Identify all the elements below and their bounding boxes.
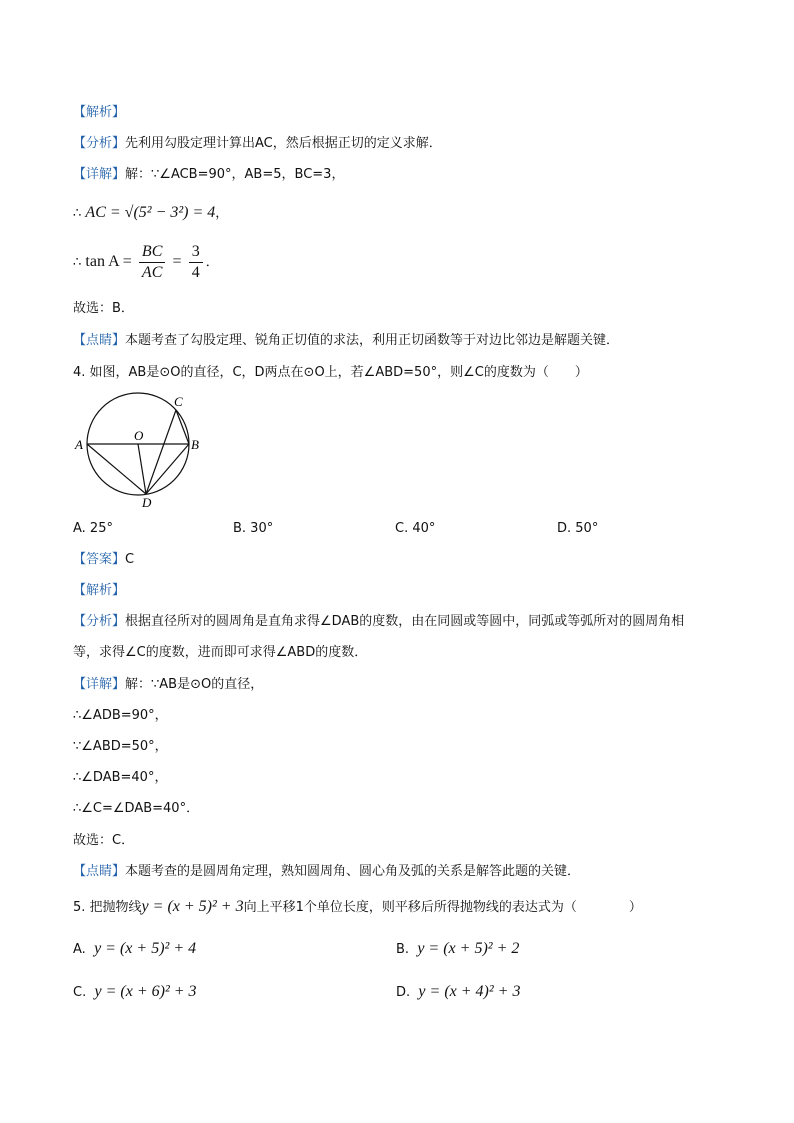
label-o: O bbox=[134, 428, 144, 443]
q5-option-b: B. y = (x + 5)² + 2 bbox=[396, 940, 520, 957]
question-5-stem: 5. 把抛物线y = (x + 5)² + 3向上平移1个单位长度，则平移后所得抛物线的表达式为（ ） bbox=[73, 898, 642, 915]
circle-figure bbox=[70, 390, 210, 512]
segment-ad bbox=[87, 444, 146, 494]
q5-option-d: D. y = (x + 4)² + 3 bbox=[396, 983, 521, 1000]
segment-cd bbox=[146, 410, 176, 494]
question-4-stem: 4. 如图，AB是⊙O的直径，C，D两点在⊙O上，若∠ABD=50°，则∠C的度数为（ ） bbox=[73, 365, 588, 380]
q4-option-b: B. 30° bbox=[233, 521, 274, 536]
step2-line-4: ∴∠C=∠DAB=40°． bbox=[73, 801, 200, 816]
q5-option-c: C. y = (x + 6)² + 3 bbox=[73, 983, 197, 1000]
label-c: C bbox=[174, 394, 183, 409]
detail-line-1: 【详解】解：∵∠ACB=90°，AB=5，BC=3， bbox=[73, 167, 345, 182]
step2-line-1: ∴∠ADB=90°， bbox=[73, 708, 168, 723]
insight-line-2: 【点睛】本题考查的是圆周角定理，熟知圆周角、圆心角及弧的关系是解答此题的关键． bbox=[73, 864, 581, 879]
fraction-3-4: $\frac{3}{4}$ bbox=[189, 242, 203, 283]
step-tan-line: ∴ tan A = $\frac{BC}{AC}$ = $\frac{3}{4}$ ． bbox=[73, 243, 219, 281]
step-ac-line: ∴ AC = √(5² − 3²) = 4， bbox=[73, 204, 229, 221]
choose-line-2: 故选：C． bbox=[73, 833, 135, 848]
choose-line-1: 故选：B． bbox=[73, 301, 134, 316]
analysis-line-1: 【分析】先利用勾股定理计算出AC，然后根据正切的定义求解． bbox=[73, 136, 442, 151]
label-a: A bbox=[75, 437, 83, 452]
fraction-bc-ac: $\frac{BC}{AC}$ bbox=[139, 242, 165, 283]
q5-option-a: A. y = (x + 5)² + 4 bbox=[73, 940, 197, 957]
q4-option-c: C. 40° bbox=[395, 521, 436, 536]
q5-formula: y = (x + 5)² + 3 bbox=[141, 898, 244, 915]
ac-formula: AC = √(5² − 3²) = 4 bbox=[85, 204, 216, 221]
label-b: B bbox=[191, 437, 199, 452]
detail-line-2: 【详解】解：∵AB是⊙O的直径， bbox=[73, 677, 264, 692]
label-d: D bbox=[142, 495, 152, 510]
insight-line-1: 【点睛】本题考查了勾股定理、锐角正切值的求法，利用正切函数等于对边比邻边是解题关键． bbox=[73, 333, 620, 348]
q4-option-a: A. 25° bbox=[73, 521, 113, 536]
analysis-line-2b: 等，求得∠C的度数，进而即可求得∠ABD的度数． bbox=[73, 645, 368, 660]
jiexi-heading-2: 【解析】 bbox=[73, 583, 126, 598]
answer-line: 【答案】C bbox=[73, 552, 135, 567]
jiexi-heading-1: 【解析】 bbox=[73, 105, 126, 120]
segment-cb bbox=[176, 410, 189, 444]
q4-option-d: D. 50° bbox=[557, 521, 599, 536]
step2-line-2: ∵∠ABD=50°， bbox=[73, 739, 168, 754]
step2-line-3: ∴∠DAB=40°， bbox=[73, 770, 168, 785]
segment-od bbox=[138, 444, 146, 494]
analysis-line-2a: 【分析】根据直径所对的圆周角是直角求得∠DAB的度数，由在同圆或等圆中，同弧或等弧所对的圆周角相 bbox=[73, 614, 685, 629]
